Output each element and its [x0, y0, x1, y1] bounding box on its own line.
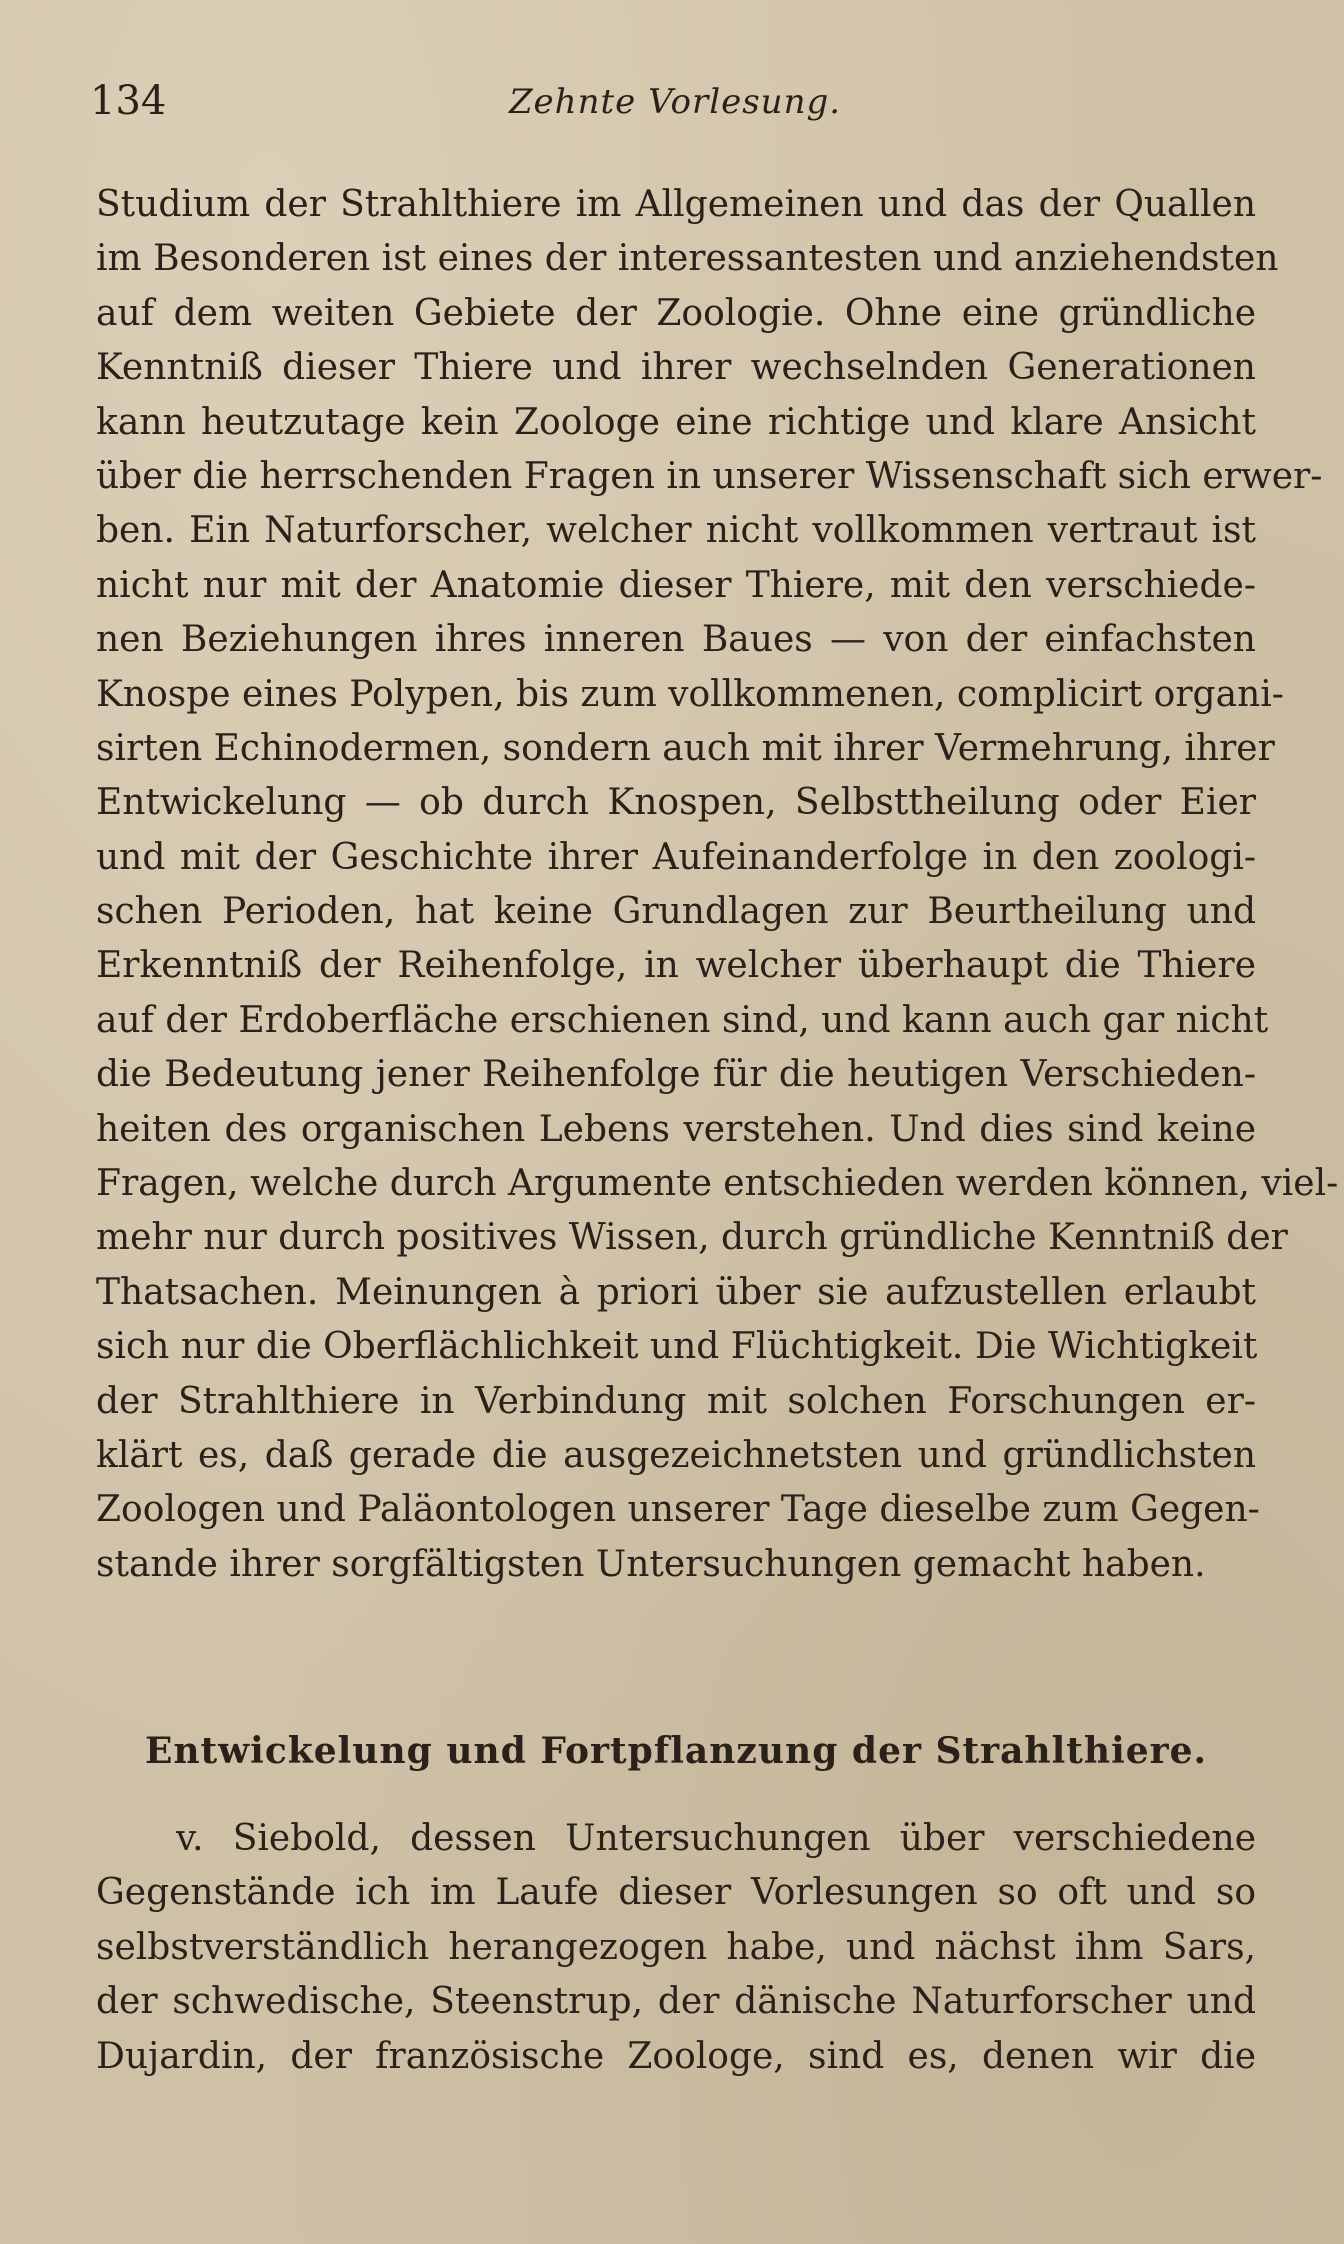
text-line: der schwedische, Steenstrup, der dänische Naturforscher und [96, 1981, 1256, 2023]
text-line: Knospe eines Polypen, bis zum vollkommenen, complicirt organi- [96, 673, 1284, 715]
text-line: nen Beziehungen ihres inneren Baues — von der einfachsten [96, 619, 1256, 661]
text-line: nicht nur mit der Anatomie dieser Thiere, mit den verschiede- [96, 564, 1256, 606]
text-line: Erkenntniß der Reihenfolge, in welcher überhaupt die Thiere [96, 945, 1256, 987]
text-line: auf dem weiten Gebiete der Zoologie. Ohne eine gründliche [96, 292, 1256, 334]
section-heading: Entwickelung und Fortpflanzung der Strahlthiere. [144, 1730, 1208, 1772]
text-line: kann heutzutage kein Zoologe eine richtige und klare Ansicht [96, 401, 1256, 443]
text-line: Gegenstände ich im Laufe dieser Vorlesungen so oft und so [96, 1872, 1256, 1914]
text-line: die Bedeutung jener Reihenfolge für die heutigen Verschieden- [96, 1054, 1256, 1096]
text-line: selbstverständlich herangezogen habe, und nächst ihm Sars, [96, 1926, 1256, 1968]
text-line: Zoologen und Paläontologen unserer Tage dieselbe zum Gegen- [96, 1489, 1260, 1531]
text-line: Kenntniß dieser Thiere und ihrer wechselnden Generationen [96, 347, 1256, 389]
text-line: auf der Erdoberfläche erschienen sind, und kann auch gar nicht [96, 999, 1269, 1041]
text-line: der Strahlthiere in Verbindung mit solchen Forschungen er- [96, 1380, 1256, 1422]
text-line: ben. Ein Naturforscher, welcher nicht vollkommen vertraut ist [96, 510, 1256, 552]
text-line: über die herrschenden Fragen in unserer Wissenschaft sich erwer- [96, 455, 1323, 497]
text-line: stande ihrer sorgfältigsten Untersuchungen gemacht haben. [96, 1543, 1206, 1585]
text-line: Entwickelung — ob durch Knospen, Selbsttheilung oder Eier [96, 782, 1256, 824]
page-number: 134 [90, 78, 167, 124]
running-title: Zehnte Vorlesung. [508, 82, 842, 122]
paragraph-body [96, 178, 1339, 1592]
running-head [90, 78, 1260, 128]
text-line: sirten Echinodermen, sondern auch mit ihrer Vermehrung, ihrer [96, 727, 1275, 769]
paragraph-body [96, 1812, 1256, 2084]
text-line: Dujardin, der französische Zoologe, sind es, denen wir die [96, 2035, 1256, 2077]
text-line: im Besonderen ist eines der interessantesten und anziehendsten [96, 238, 1279, 280]
text-line: und mit der Geschichte ihrer Aufeinanderfolge in den zoologi- [96, 836, 1256, 878]
text-line: mehr nur durch positives Wissen, durch gründliche Kenntniß der [96, 1217, 1288, 1259]
text-line: Fragen, welche durch Argumente entschieden werden können, viel- [96, 1163, 1339, 1205]
text-line: Studium der Strahlthiere im Allgemeinen und das der Quallen [96, 184, 1256, 225]
text-line: heiten des organischen Lebens verstehen. Und dies sind keine [96, 1108, 1256, 1150]
text-line: schen Perioden, hat keine Grundlagen zur Beurtheilung und [96, 891, 1256, 933]
text-line: Thatsachen. Meinungen à priori über sie aufzustellen erlaubt [96, 1271, 1256, 1313]
text-line: v. Siebold, dessen Untersuchungen über verschiedene [176, 1818, 1256, 1859]
text-line: klärt es, daß gerade die ausgezeichnetsten und gründlichsten [96, 1434, 1256, 1476]
text-line: sich nur die Oberflächlichkeit und Flüchtigkeit. Die Wichtigkeit [96, 1326, 1258, 1368]
